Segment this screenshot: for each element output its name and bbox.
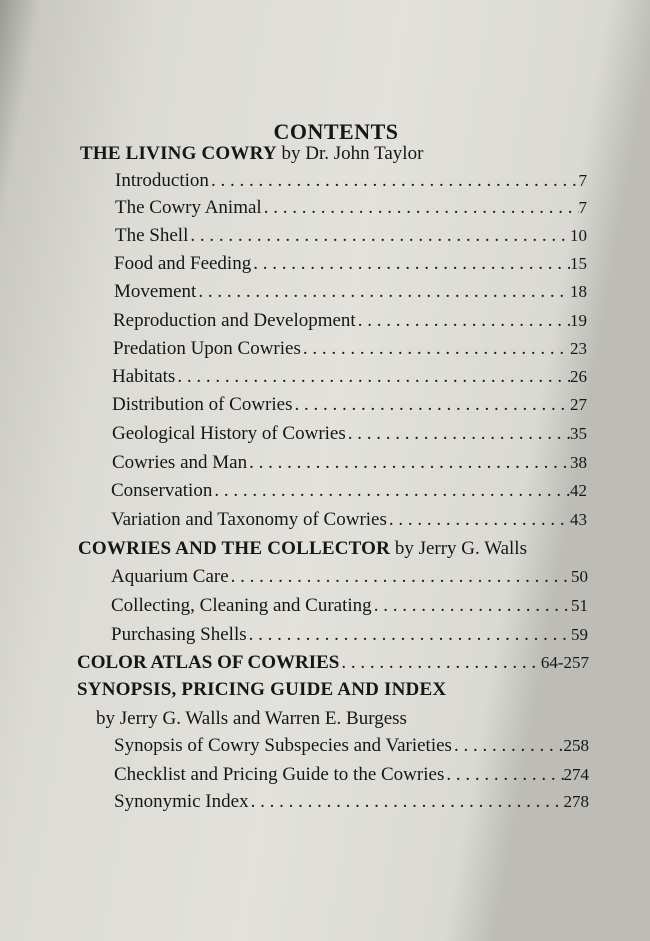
toc-entry-page: 38 [570, 453, 587, 472]
toc-entry[interactable] [111, 480, 587, 502]
toc-entry-page: 278 [563, 792, 589, 811]
leader-dots [229, 566, 571, 588]
leader-dots [452, 735, 564, 757]
section-title: COWRIES AND THE COLLECTOR [78, 538, 391, 559]
section-heading-living-cowry [80, 143, 423, 165]
toc-entry[interactable] [112, 366, 587, 388]
toc-entry-label: Movement [114, 281, 197, 302]
toc-entry-page: 10 [570, 226, 587, 245]
leader-dots [262, 197, 579, 219]
leader-dots [247, 624, 571, 646]
toc-entry-page: 19 [570, 311, 587, 330]
toc-entry-page: 50 [571, 567, 588, 586]
section-heading-collector [78, 538, 527, 560]
toc-entry[interactable] [114, 791, 589, 813]
leader-dots [188, 225, 570, 247]
toc-entry[interactable] [112, 423, 587, 445]
toc-entry-page: 7 [578, 171, 587, 190]
page-title: CONTENTS [273, 119, 399, 144]
toc-entry[interactable] [114, 253, 587, 275]
leader-dots [247, 452, 570, 474]
toc-entry-page: 64-257 [540, 653, 589, 672]
section-heading-synopsis [77, 679, 446, 701]
toc-entry-label: Variation and Taxonomy of Cowries [111, 509, 387, 530]
toc-entry[interactable] [112, 394, 587, 416]
toc-entry-label: Habitats [112, 366, 176, 387]
toc-entry-label: Introduction [115, 170, 209, 191]
toc-entry[interactable] [114, 281, 587, 303]
section-title: THE LIVING COWRY [80, 143, 277, 164]
toc-entry-page: 7 [578, 198, 587, 217]
leader-dots [356, 310, 570, 332]
leader-dots [212, 480, 570, 502]
toc-entry-label: Predation Upon Cowries [113, 338, 301, 359]
toc-entry-page: 18 [570, 282, 587, 301]
leader-dots [346, 423, 570, 445]
toc-entry[interactable] [113, 310, 587, 332]
toc-entry-page: 26 [570, 367, 587, 386]
toc-entry-label: Food and Feeding [114, 253, 252, 274]
toc-entry[interactable] [113, 338, 587, 360]
toc-entry-label: Cowries and Man [112, 452, 248, 473]
toc-entry-label: The Cowry Animal [115, 197, 262, 218]
leader-dots [339, 652, 540, 674]
leader-dots [209, 170, 579, 192]
toc-entry[interactable] [111, 624, 588, 646]
toc-entry-color-atlas[interactable] [77, 652, 589, 674]
leader-dots [301, 338, 570, 360]
toc-entry-label: Collecting, Cleaning and Curating [111, 595, 372, 616]
toc-entry-page: 23 [570, 339, 587, 358]
toc-entry-label: The Shell [115, 225, 189, 246]
toc-entry-label: Geological History of Cowries [112, 423, 346, 444]
toc-entry-page: 43 [570, 510, 587, 529]
section-author: by Jerry G. Walls and Warren E. Burgess [96, 708, 407, 729]
toc-entry-page: 35 [570, 424, 587, 443]
toc-entry-page: 15 [570, 254, 587, 273]
toc-entry[interactable] [114, 764, 589, 786]
toc-entry-label: Synopsis of Cowry Subspecies and Varieties [114, 735, 452, 756]
toc-entry-page: 59 [571, 625, 588, 644]
toc-entry-label: Purchasing Shells [111, 624, 247, 645]
toc-entry[interactable] [115, 197, 587, 219]
toc-entry-page: 258 [563, 736, 589, 755]
toc-entry-label: Synonymic Index [114, 791, 249, 812]
toc-entry[interactable] [111, 509, 587, 531]
toc-entry[interactable] [115, 225, 587, 247]
toc-entry-label: Reproduction and Development [113, 310, 356, 331]
leader-dots [387, 509, 570, 531]
toc-entry-label: Distribution of Cowries [112, 394, 293, 415]
leader-dots [293, 394, 571, 416]
toc-entry-page: 51 [571, 596, 588, 615]
toc-entry[interactable] [115, 170, 587, 192]
toc-entry-label: Checklist and Pricing Guide to the Cowries [114, 764, 445, 785]
toc-entry[interactable] [111, 595, 588, 617]
section-author: by Dr. John Taylor [281, 143, 424, 164]
toc-entry-label: COLOR ATLAS OF COWRIES [77, 652, 340, 673]
toc-entry[interactable] [112, 452, 587, 474]
toc-entry-label: Conservation [111, 480, 213, 501]
toc-entry[interactable] [111, 566, 588, 588]
toc-entry-page: 42 [570, 481, 587, 500]
leader-dots [175, 366, 570, 388]
section-author: by Jerry G. Walls [394, 538, 527, 559]
leader-dots [251, 253, 570, 275]
leader-dots [372, 595, 571, 617]
toc-entry-label: Aquarium Care [111, 566, 229, 587]
section-title: SYNOPSIS, PRICING GUIDE AND INDEX [77, 679, 447, 700]
toc-entry-page: 27 [570, 395, 587, 414]
leader-dots [196, 281, 570, 303]
toc-entry[interactable] [114, 735, 589, 757]
leader-dots [249, 791, 564, 813]
leader-dots [444, 764, 563, 786]
toc-entry-page: 274 [563, 765, 589, 784]
